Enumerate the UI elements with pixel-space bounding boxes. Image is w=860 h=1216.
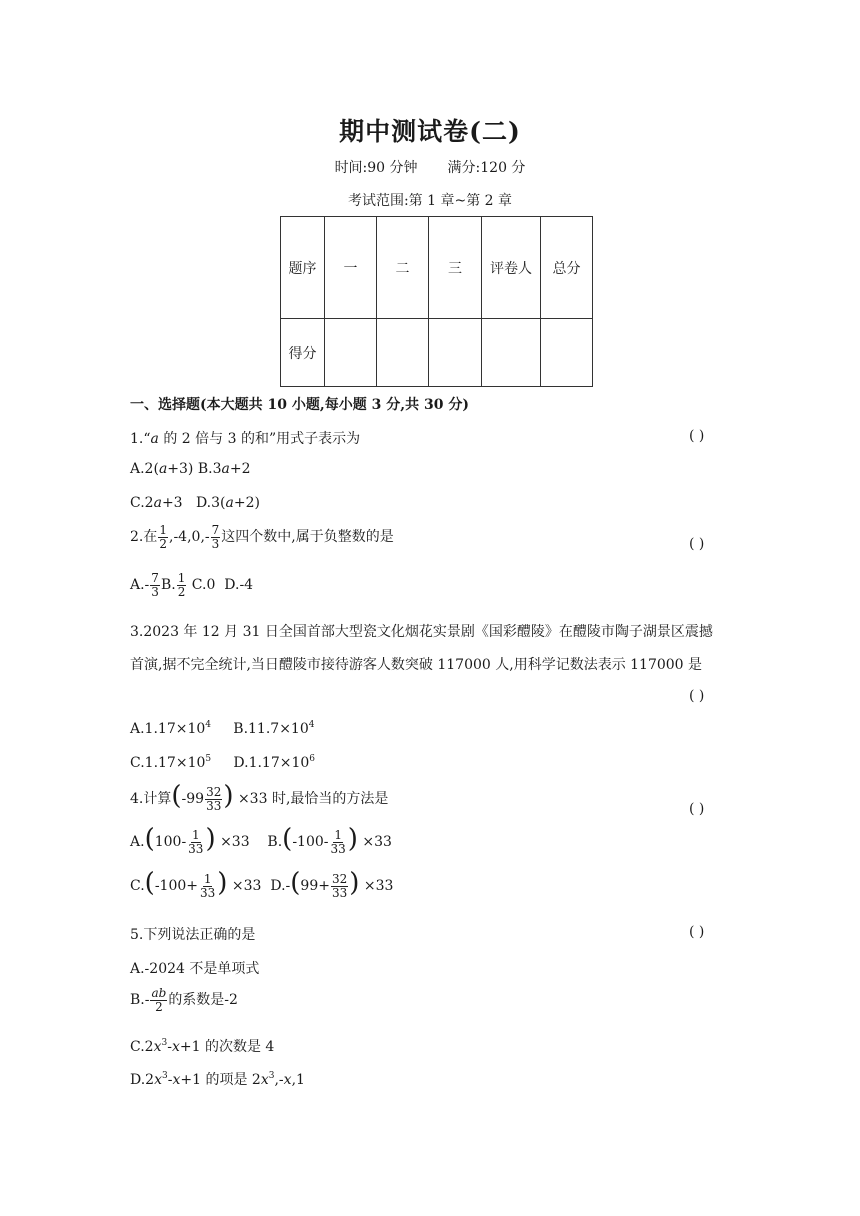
score-cell-three[interactable] — [429, 319, 482, 387]
header-cell-order: 题序 — [281, 217, 325, 319]
fraction: $\frac{1}{2}$ — [159, 523, 167, 551]
score-cell-one[interactable] — [325, 319, 377, 387]
header-cell-grader: 评卷人 — [482, 217, 541, 319]
exam-range: 考试范围:第 1 章~第 2 章 — [347, 193, 513, 209]
exam-title: 期中测试卷(二) — [339, 117, 521, 146]
option-d[interactable]: $D.2x^3-x+1$ 的项是 $2x^3,-x,1$ — [130, 1071, 305, 1088]
question-4-stem: 4.计算(-99 $\frac{32}{33}$ ) ×33 时,最恰当的方法是 — [130, 781, 389, 813]
answer-paren-3[interactable]: ( ) — [689, 688, 705, 704]
header-cell-two: 二 — [377, 217, 429, 319]
question-5-stem: 5.下列说法正确的是 — [130, 927, 256, 943]
question-1-options-ab — [130, 461, 251, 477]
answer-paren-2[interactable]: ( ) — [689, 536, 705, 552]
option-b[interactable]: B.(-100- $\frac{1}{33}$ ) ×33 — [267, 824, 392, 856]
option-a[interactable]: A.2(a+3) — [130, 461, 194, 477]
fraction: $\frac{7}{3}$ — [211, 523, 220, 551]
exam-time: 时间:90 分钟 — [334, 160, 418, 176]
option-c[interactable]: $C.1.17\times 10^5$ — [130, 754, 212, 771]
question-3-options-ab — [130, 721, 314, 737]
exam-full-score: 满分:120 分 — [447, 160, 526, 176]
score-cell-total[interactable] — [541, 319, 593, 387]
question-1-options-cd — [130, 495, 260, 511]
header-cell-total: 总分 — [541, 217, 593, 319]
option-b[interactable]: B. $\frac{1}{2}$ — [160, 571, 186, 599]
score-table-score-row — [281, 319, 593, 387]
question-3-line-1: 3.2023 年 12 月 31 日全国首部大型瓷文化烟花实景剧《国彩醴陵》在醴陵市陶子湖景区震撼 — [130, 624, 713, 640]
question-2-stem: 2.在 $\frac{1}{2}$ ,-4,0,- $\frac{7}{3}$ 这四个数中,属于负整数的是 — [130, 523, 394, 551]
question-1-stem: 1.“a 的 2 倍与 3 的和”用式子表示为 — [130, 431, 361, 447]
option-c[interactable]: C.(-100+ $\frac{1}{33}$ ) ×33 — [130, 868, 262, 900]
answer-paren-1[interactable]: ( ) — [689, 428, 705, 444]
option-c[interactable]: C.0 — [191, 577, 216, 594]
question-4-options-cd — [130, 868, 394, 900]
option-b[interactable]: $B.11.7\times 10^4$ — [233, 720, 315, 737]
score-table — [280, 216, 593, 387]
score-cell-grader[interactable] — [482, 319, 541, 387]
option-a[interactable]: A.(100- $\frac{1}{33}$ ) ×33 — [130, 824, 250, 856]
option-b[interactable]: B.3a+2 — [193, 461, 251, 477]
section-title: 一、选择题(本大题共 10 小题,每小题 3 分,共 30 分) — [130, 397, 469, 413]
score-row-label: 得分 — [281, 319, 325, 387]
header-cell-one: 一 — [325, 217, 377, 319]
option-a[interactable]: $A.1.17\times 10^4$ — [130, 720, 212, 737]
option-c[interactable]: C.2a+3 — [130, 495, 183, 511]
option-d[interactable]: D.-4 — [224, 577, 254, 594]
question-3-options-cd — [130, 755, 315, 771]
option-b[interactable]: B.- $\frac{ab}{2}$ 的系数是-2 — [130, 986, 238, 1014]
question-4-options-ab — [130, 824, 392, 856]
option-d[interactable]: D.-(99+ $\frac{32}{33}$ ) ×33 — [270, 868, 394, 900]
option-a[interactable]: A.- $\frac{7}{3}$ — [130, 571, 159, 599]
option-d[interactable]: $D.1.17\times 10^6$ — [233, 754, 316, 771]
question-3-line-2: 首演,据不完全统计,当日醴陵市接待游客人数突破 117000 人,用科学记数法表示 117000 是 — [130, 657, 703, 673]
answer-paren-5[interactable]: ( ) — [689, 924, 705, 940]
header-cell-three: 三 — [429, 217, 482, 319]
exam-meta — [0, 157, 860, 177]
option-c[interactable]: $C.2x^3-x+1$ 的次数是 4 — [130, 1038, 275, 1055]
option-a[interactable]: A.-2024 不是单项式 — [130, 961, 260, 977]
score-cell-two[interactable] — [377, 319, 429, 387]
option-d[interactable]: D.3(a+2) — [195, 495, 260, 511]
score-table-header-row — [281, 217, 593, 319]
question-2-options — [130, 572, 253, 598]
answer-paren-4[interactable]: ( ) — [689, 801, 705, 817]
